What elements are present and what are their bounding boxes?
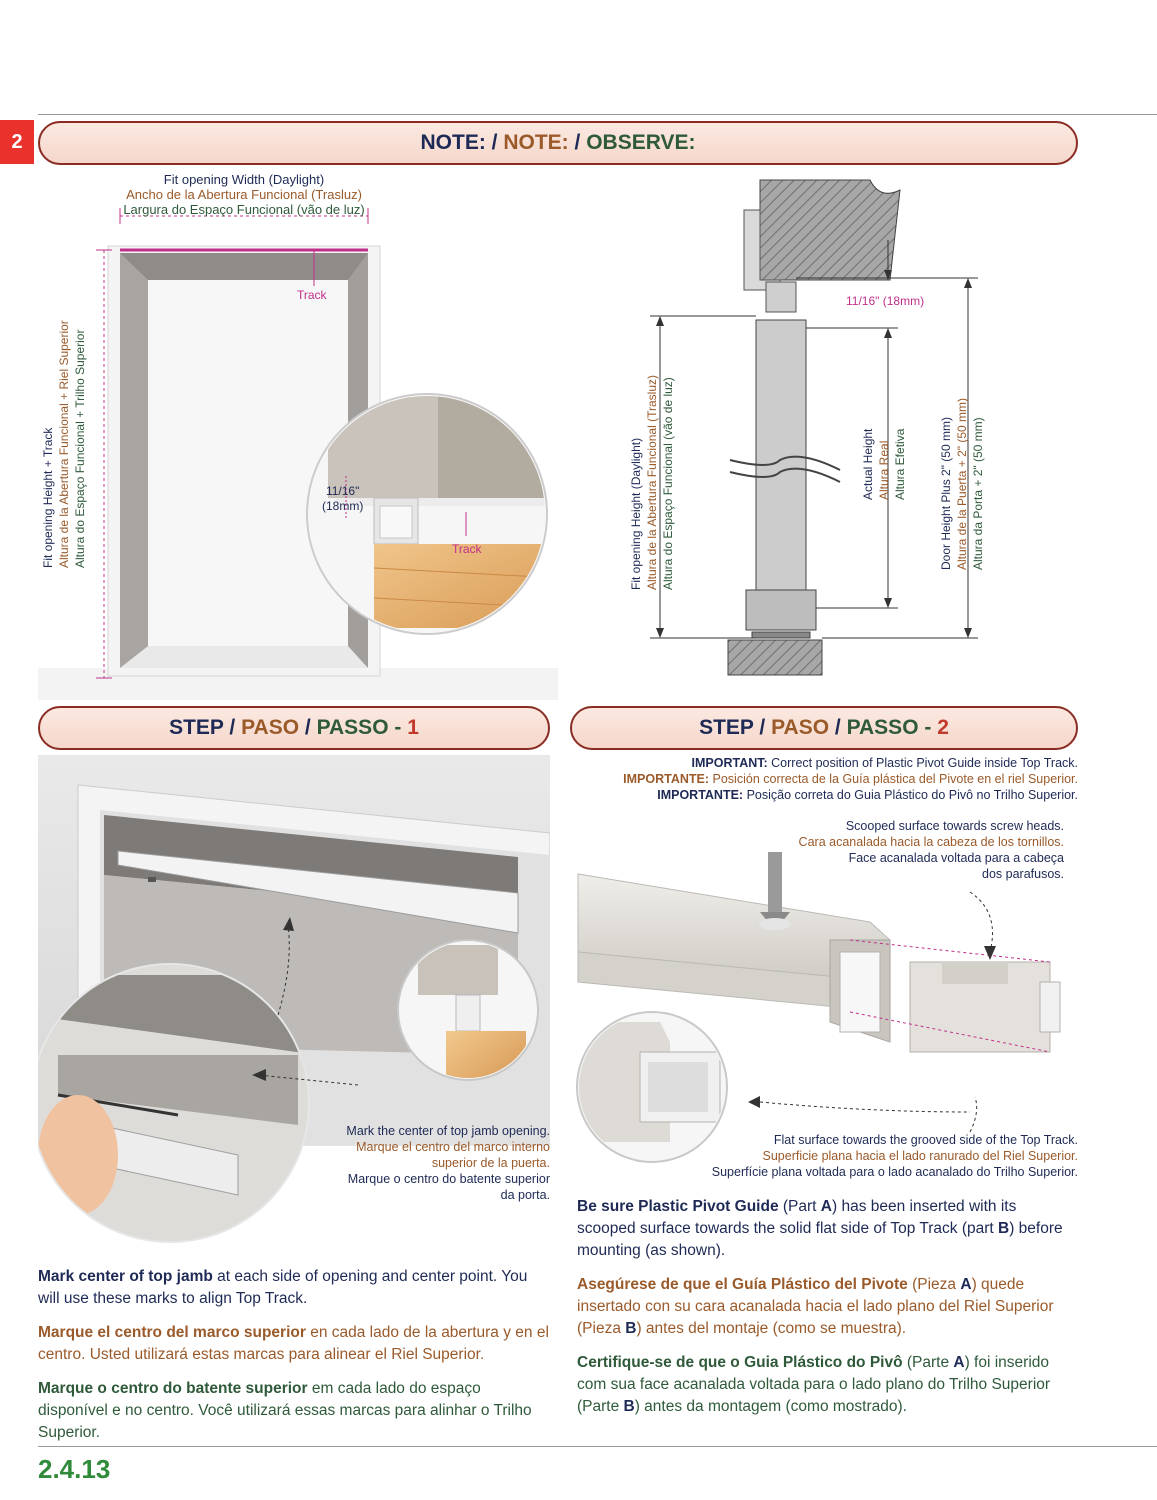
step1-es: PASO <box>241 716 300 739</box>
step2-text-es-a: (Pieza <box>907 1276 961 1293</box>
step1-caption-pt-2: da porta. <box>500 1188 550 1202</box>
section-door-labels <box>938 398 986 570</box>
flat-pt: Superfície plana voltada para o lado acanalado do Trilho Superior. <box>711 1165 1078 1179</box>
step2-important-es-bold: IMPORTANTE: <box>623 772 710 786</box>
note-sep: / <box>485 131 504 154</box>
step1-pt: PASSO <box>316 716 389 739</box>
opening-width-labels <box>108 172 380 217</box>
section-opening-en: Fit opening Height (Daylight) <box>629 437 643 590</box>
top-rule <box>38 114 1157 115</box>
step1-number: 1 <box>407 716 419 739</box>
step2-text-es <box>577 1274 1077 1340</box>
step2-important-es-rest: Posición correcta de la Guía plástica del Pivote en el riel Superior. <box>709 772 1078 786</box>
step2-important-en-rest: Correct position of Plastic Pivot Guide inside Top Track. <box>767 756 1078 770</box>
part-a: A <box>953 1354 965 1371</box>
step2-text-en <box>577 1196 1077 1262</box>
step1-illustration <box>38 755 550 1255</box>
step1-text-es-rest: en cada lado de la abertura y en el centro. Usted utilizará estas marcas para alinear el Riel Superior. <box>38 1324 549 1363</box>
part-a: A <box>960 1276 972 1293</box>
part-b: B <box>998 1220 1010 1237</box>
section-actual-en: Actual Height <box>861 428 875 500</box>
step2-banner <box>570 706 1078 750</box>
step2-text-es-bold: Asegúrese de que el Guía Plástico del Pivote <box>577 1276 908 1293</box>
detail-measure-inches: 11/16" <box>325 484 360 498</box>
step2-text-pt-bold: Certifique-se de que o Guia Plástico do Pivô <box>577 1354 903 1371</box>
section-actual-pt: Altura Efetiva <box>893 428 907 500</box>
step2-text-en-a: (Part <box>778 1198 821 1215</box>
step2-text-en-b: ) has been inserted with its scooped surface towards the solid flat side of Top Track (part <box>577 1198 1017 1237</box>
flat-en: Flat surface towards the grooved side of the Top Track. <box>773 1133 1078 1147</box>
flat-caption <box>690 1132 1078 1180</box>
step2-text-pt <box>577 1352 1077 1418</box>
section-actual-labels <box>860 429 908 500</box>
section-measure: 11/16" (18mm) <box>846 294 925 308</box>
step1-text-en <box>38 1266 550 1310</box>
step2-number: 2 <box>937 716 949 739</box>
flat-es: Superficie plana hacia el lado ranurado del Riel Superior. <box>762 1149 1078 1163</box>
step1-sep: / <box>299 716 317 739</box>
step2-text-en-bold: Be sure Plastic Pivot Guide <box>577 1198 779 1215</box>
step2-sep: / <box>829 716 847 739</box>
width-en: Fit opening Width (Daylight) <box>163 172 325 187</box>
note-sep: / <box>568 131 587 154</box>
step1-en: STEP <box>169 716 224 739</box>
step1-text-es <box>38 1322 550 1366</box>
step2-text-pt-c: ) antes da montagem (como mostrado). <box>634 1398 907 1415</box>
opening-illustration <box>38 168 558 700</box>
part-b: B <box>625 1320 637 1337</box>
height-pt: Altura do Espaço Funcional + Trilho Superior <box>73 329 87 568</box>
step1-banner <box>38 706 550 750</box>
step1-text-pt-rest: em cada lado do espaço disponível e no centro. Você utilizará essas marcas para alinhar o Trilho Superior. <box>38 1380 532 1441</box>
note-banner <box>38 121 1078 165</box>
part-b: B <box>623 1398 635 1415</box>
step2-important <box>576 755 1078 803</box>
step2-text-es-b: ) quede insertado con su cara acanalada hacia el lado plano del Riel Superior (Pieza <box>577 1276 1054 1337</box>
step1-dash: - <box>388 716 408 739</box>
section-tab <box>0 120 34 164</box>
step1-caption <box>238 1123 550 1203</box>
detail-measure <box>322 484 363 514</box>
step2-dash: - <box>918 716 938 739</box>
step2-important-en-bold: IMPORTANT: <box>691 756 768 770</box>
step1-caption-es-2: superior de la puerta. <box>431 1156 550 1170</box>
section-diagram <box>600 170 1040 700</box>
detail-track-label: Track <box>452 542 482 556</box>
section-actual-es: Altura Real <box>877 440 891 500</box>
step2-important-pt <box>576 787 1078 803</box>
step2-sep: / <box>753 716 772 739</box>
scoop-pt-2: dos parafusos. <box>982 867 1064 881</box>
step2-pt: PASSO <box>846 716 919 739</box>
scoop-caption <box>750 818 1064 882</box>
note-en: NOTE: <box>420 131 486 154</box>
step1-text-es-bold: Marque el centro del marco superior <box>38 1324 306 1341</box>
section-opening-labels <box>628 375 676 590</box>
step2-es: PASO <box>771 716 830 739</box>
step1-instructions <box>38 1266 550 1444</box>
step2-instructions <box>577 1196 1077 1418</box>
step2-important-pt-rest: Posição correta do Guia Plástico do Pivô no Trilho Superior. <box>743 788 1078 802</box>
step2-text-pt-b: ) foi inserido com sua face acanalada voltada para o lado plano do Trilho Superior (Parte <box>577 1354 1051 1415</box>
step2-illustration <box>570 812 1078 1192</box>
section-opening-es: Altura de la Abertura Funcional (Trasluz) <box>645 375 659 590</box>
step2-text-es-c: ) antes del montaje (como se muestra). <box>636 1320 907 1337</box>
step1-text-en-rest: at each side of opening and center point. You will use these marks to align Top Track. <box>38 1268 528 1307</box>
step1-caption-es-1: Marque el centro del marco interno <box>356 1140 550 1154</box>
step1-caption-en: Mark the center of top jamb opening. <box>346 1124 550 1138</box>
step2-en: STEP <box>699 716 754 739</box>
track-label: Track <box>297 288 327 302</box>
opening-height-labels <box>40 320 88 568</box>
height-en: Fit opening Height + Track <box>41 427 55 568</box>
width-pt: Largura do Espaço Funcional (vão de luz) <box>123 202 365 217</box>
step2-title <box>572 716 1076 740</box>
detail-measure-mm: (18mm) <box>322 499 364 513</box>
note-pt: OBSERVE: <box>586 131 696 154</box>
part-a: A <box>820 1198 832 1215</box>
step2-important-en <box>576 755 1078 771</box>
note-es: NOTE: <box>503 131 569 154</box>
step2-important-pt-bold: IMPORTANTE: <box>657 788 744 802</box>
section-door-en: Door Height Plus 2" (50 mm) <box>939 417 953 570</box>
width-es: Ancho de la Abertura Funcional (Trasluz) <box>126 187 362 202</box>
footer-rule <box>38 1446 1157 1447</box>
step2-important-es <box>576 771 1078 787</box>
step1-caption-pt-1: Marque o centro do batente superior <box>347 1172 550 1186</box>
step2-text-en-c: ) before mounting (as shown). <box>577 1220 1063 1259</box>
note-banner-title <box>40 131 1076 155</box>
section-door-es: Altura de la Puerta + 2" (50 mm) <box>955 397 969 570</box>
step1-sep: / <box>223 716 242 739</box>
footer-code: 2.4.13 <box>38 1454 111 1484</box>
step1-text-en-bold: Mark center of top jamb <box>38 1268 213 1285</box>
scoop-es: Cara acanalada hacia la cabeza de los tornillos. <box>798 835 1064 849</box>
opening-diagram <box>38 168 558 700</box>
step2-text-pt-a: (Parte <box>902 1354 954 1371</box>
section-tab-number: 2 <box>11 131 23 153</box>
step1-text-pt <box>38 1378 550 1444</box>
step1-title <box>40 716 548 740</box>
height-es: Altura de la Abertura Funcional + Riel Superior <box>57 320 71 568</box>
section-door-pt: Altura da Porta + 2" (50 mm) <box>971 417 985 570</box>
section-opening-pt: Altura do Espaço Funcional (vão de luz) <box>661 377 675 590</box>
scoop-en: Scooped surface towards screw heads. <box>845 819 1064 833</box>
scoop-pt-1: Face acanalada voltada para a cabeça <box>848 851 1064 865</box>
step1-text-pt-bold: Marque o centro do batente superior <box>38 1380 308 1397</box>
